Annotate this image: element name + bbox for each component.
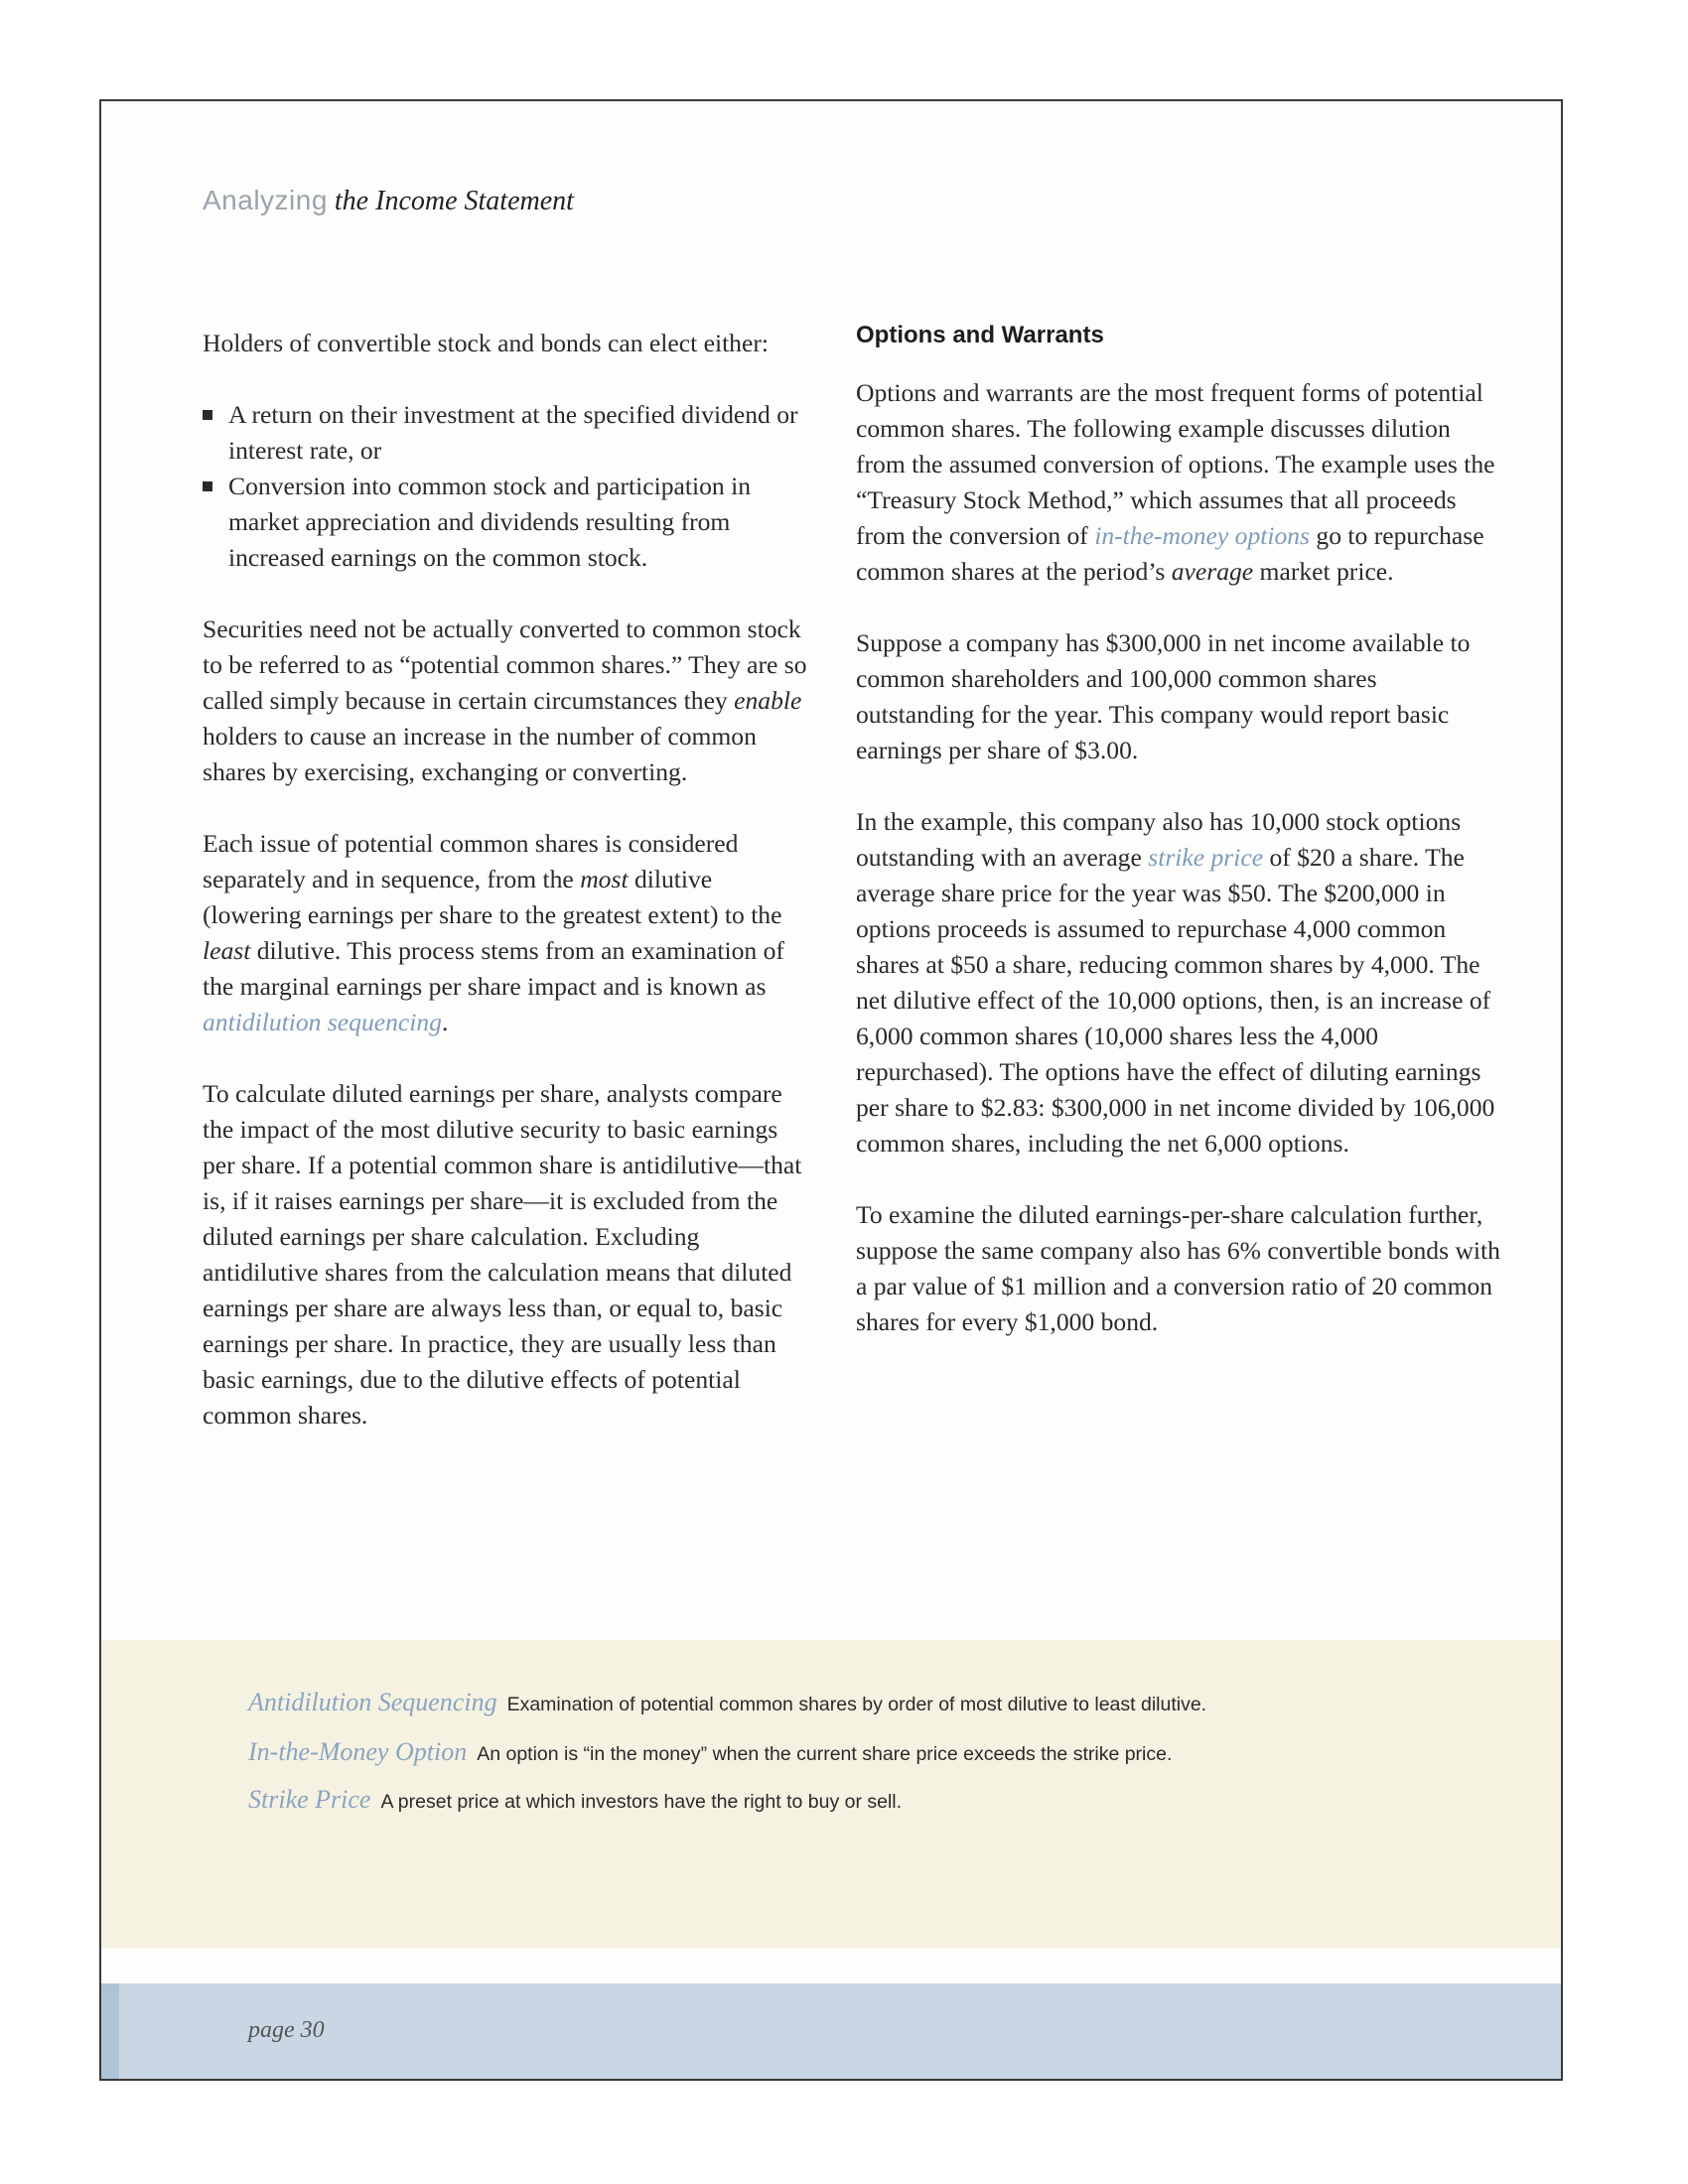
- convertible-bonds-paragraph: To examine the diluted earnings-per-share calculation further, suppose the same company also has 6% convertible bonds with a par value of $1 million and a conversion ratio of 20 common shares for every $1,000 bond.: [856, 1200, 1500, 1336]
- potential-shares-paragraph: [203, 612, 814, 790]
- glossary-term-antidilution-sequencing: antidilution sequencing: [203, 1008, 442, 1036]
- running-head-title: the Income Statement: [334, 186, 574, 216]
- left-column: [203, 326, 814, 1469]
- page-frame: [99, 99, 1563, 2081]
- list-item: [203, 397, 814, 469]
- glossary-definition: Examination of potential common shares by order of most dilutive to least dilutive.: [506, 1694, 1207, 1715]
- glossary-term: In-the-Money Option: [248, 1737, 468, 1766]
- emphasis-average: average: [1171, 557, 1254, 586]
- glossary-entry: [248, 1737, 1172, 1767]
- options-example-paragraph: [856, 804, 1501, 1161]
- text-span: go to repurchase common shares at the period’s: [856, 521, 1484, 586]
- emphasis-least: least: [203, 936, 251, 965]
- glossary-definition: A preset price at which investors have the right to buy or sell.: [380, 1791, 903, 1813]
- text-span: of $20 a share. The average share price for the year was $50. The $200,000 in options proceeds is assumed to repurchase 4,000 common shares at $50 a share, reducing common shares by 4,000. The net dilutive effect of the 10,000 options, then, is an increase of 6,000 common shares (10,000 shares less the 4,000 repurchased). The options have the effect of diluting earnings per share to $2.83: $300,000 in net income divided by 106,000 common shares, including the net 6,000 options.: [856, 843, 1495, 1158]
- page-number: page 30: [248, 2017, 325, 2043]
- text-span: market price.: [1253, 557, 1394, 586]
- section-heading: Options and Warrants: [856, 322, 1104, 348]
- text-span: In the example, this company also has 10,000 stock options outstanding with an average: [856, 807, 1462, 872]
- intro-paragraph: Holders of convertible stock and bonds can elect either:: [203, 329, 769, 357]
- glossary-definition: An option is “in the money” when the current share price exceeds the strike price.: [477, 1743, 1173, 1765]
- text-span: Each issue of potential common shares is considered separately and in sequence, from the: [203, 829, 739, 893]
- text-span: dilutive. This process stems from an examination of the marginal earnings per share impact and is known as: [203, 936, 784, 1001]
- bullet-icon: [203, 481, 212, 491]
- footer-edge: [101, 1983, 119, 2081]
- options-list: [203, 397, 814, 576]
- glossary-entry: [248, 1688, 1206, 1717]
- glossary-term-strike-price: strike price: [1148, 843, 1264, 872]
- glossary-term-in-the-money-options: in-the-money options: [1094, 521, 1311, 550]
- emphasis-enable: enable: [734, 686, 802, 715]
- glossary-term: Antidilution Sequencing: [248, 1688, 497, 1716]
- list-item: [203, 469, 814, 576]
- text-span: .: [441, 1008, 449, 1036]
- glossary-entry: [248, 1785, 902, 1815]
- running-head-prefix: Analyzing: [203, 185, 328, 215]
- running-head: [203, 185, 574, 217]
- text-span: holders to cause an increase in the number of common shares by exercising, exchanging or converting.: [203, 722, 757, 786]
- list-item-text: Conversion into common stock and participation in market appreciation and dividends resulting from increased earnings on the common stock.: [228, 472, 752, 572]
- list-item-text: A return on their investment at the specified dividend or interest rate, or: [228, 400, 798, 465]
- text-span: Securities need not be actually converted to common stock to be referred to as “potential common shares.” They are so called simply because in certain circumstances they: [203, 614, 807, 715]
- text-span: dilutive (lowering earnings per share to the greatest extent) to the: [203, 865, 782, 929]
- emphasis-most: most: [580, 865, 629, 893]
- sequencing-paragraph: [203, 826, 814, 1040]
- bullet-icon: [203, 410, 212, 420]
- basic-eps-paragraph: Suppose a company has $300,000 in net income available to common shareholders and 100,000 common shares outstanding for the year. This company would report basic earnings per share of $3.00.: [856, 628, 1471, 764]
- text-span: Options and warrants are the most frequent forms of potential common shares. The following example discusses dilution from the assumed conversion of options. The example uses the “Treasury Stock Method,” which assumes that all proceeds from the conversion of: [856, 378, 1495, 550]
- right-column: [856, 322, 1501, 1376]
- diluted-eps-paragraph: To calculate diluted earnings per share, analysts compare the impact of the most dilutive security to basic earnings per share. If a potential common share is antidilutive—that is, if it raises earnings per share—it is excluded from the diluted earnings per share calculation. Excluding antidilutive shares from the calculation means that diluted earnings per share are always less than, or equal to, basic earnings per share. In practice, they are usually less than basic earnings, due to the dilutive effects of potential common shares.: [203, 1079, 802, 1430]
- options-intro-paragraph: [856, 375, 1501, 590]
- glossary-term: Strike Price: [248, 1785, 371, 1814]
